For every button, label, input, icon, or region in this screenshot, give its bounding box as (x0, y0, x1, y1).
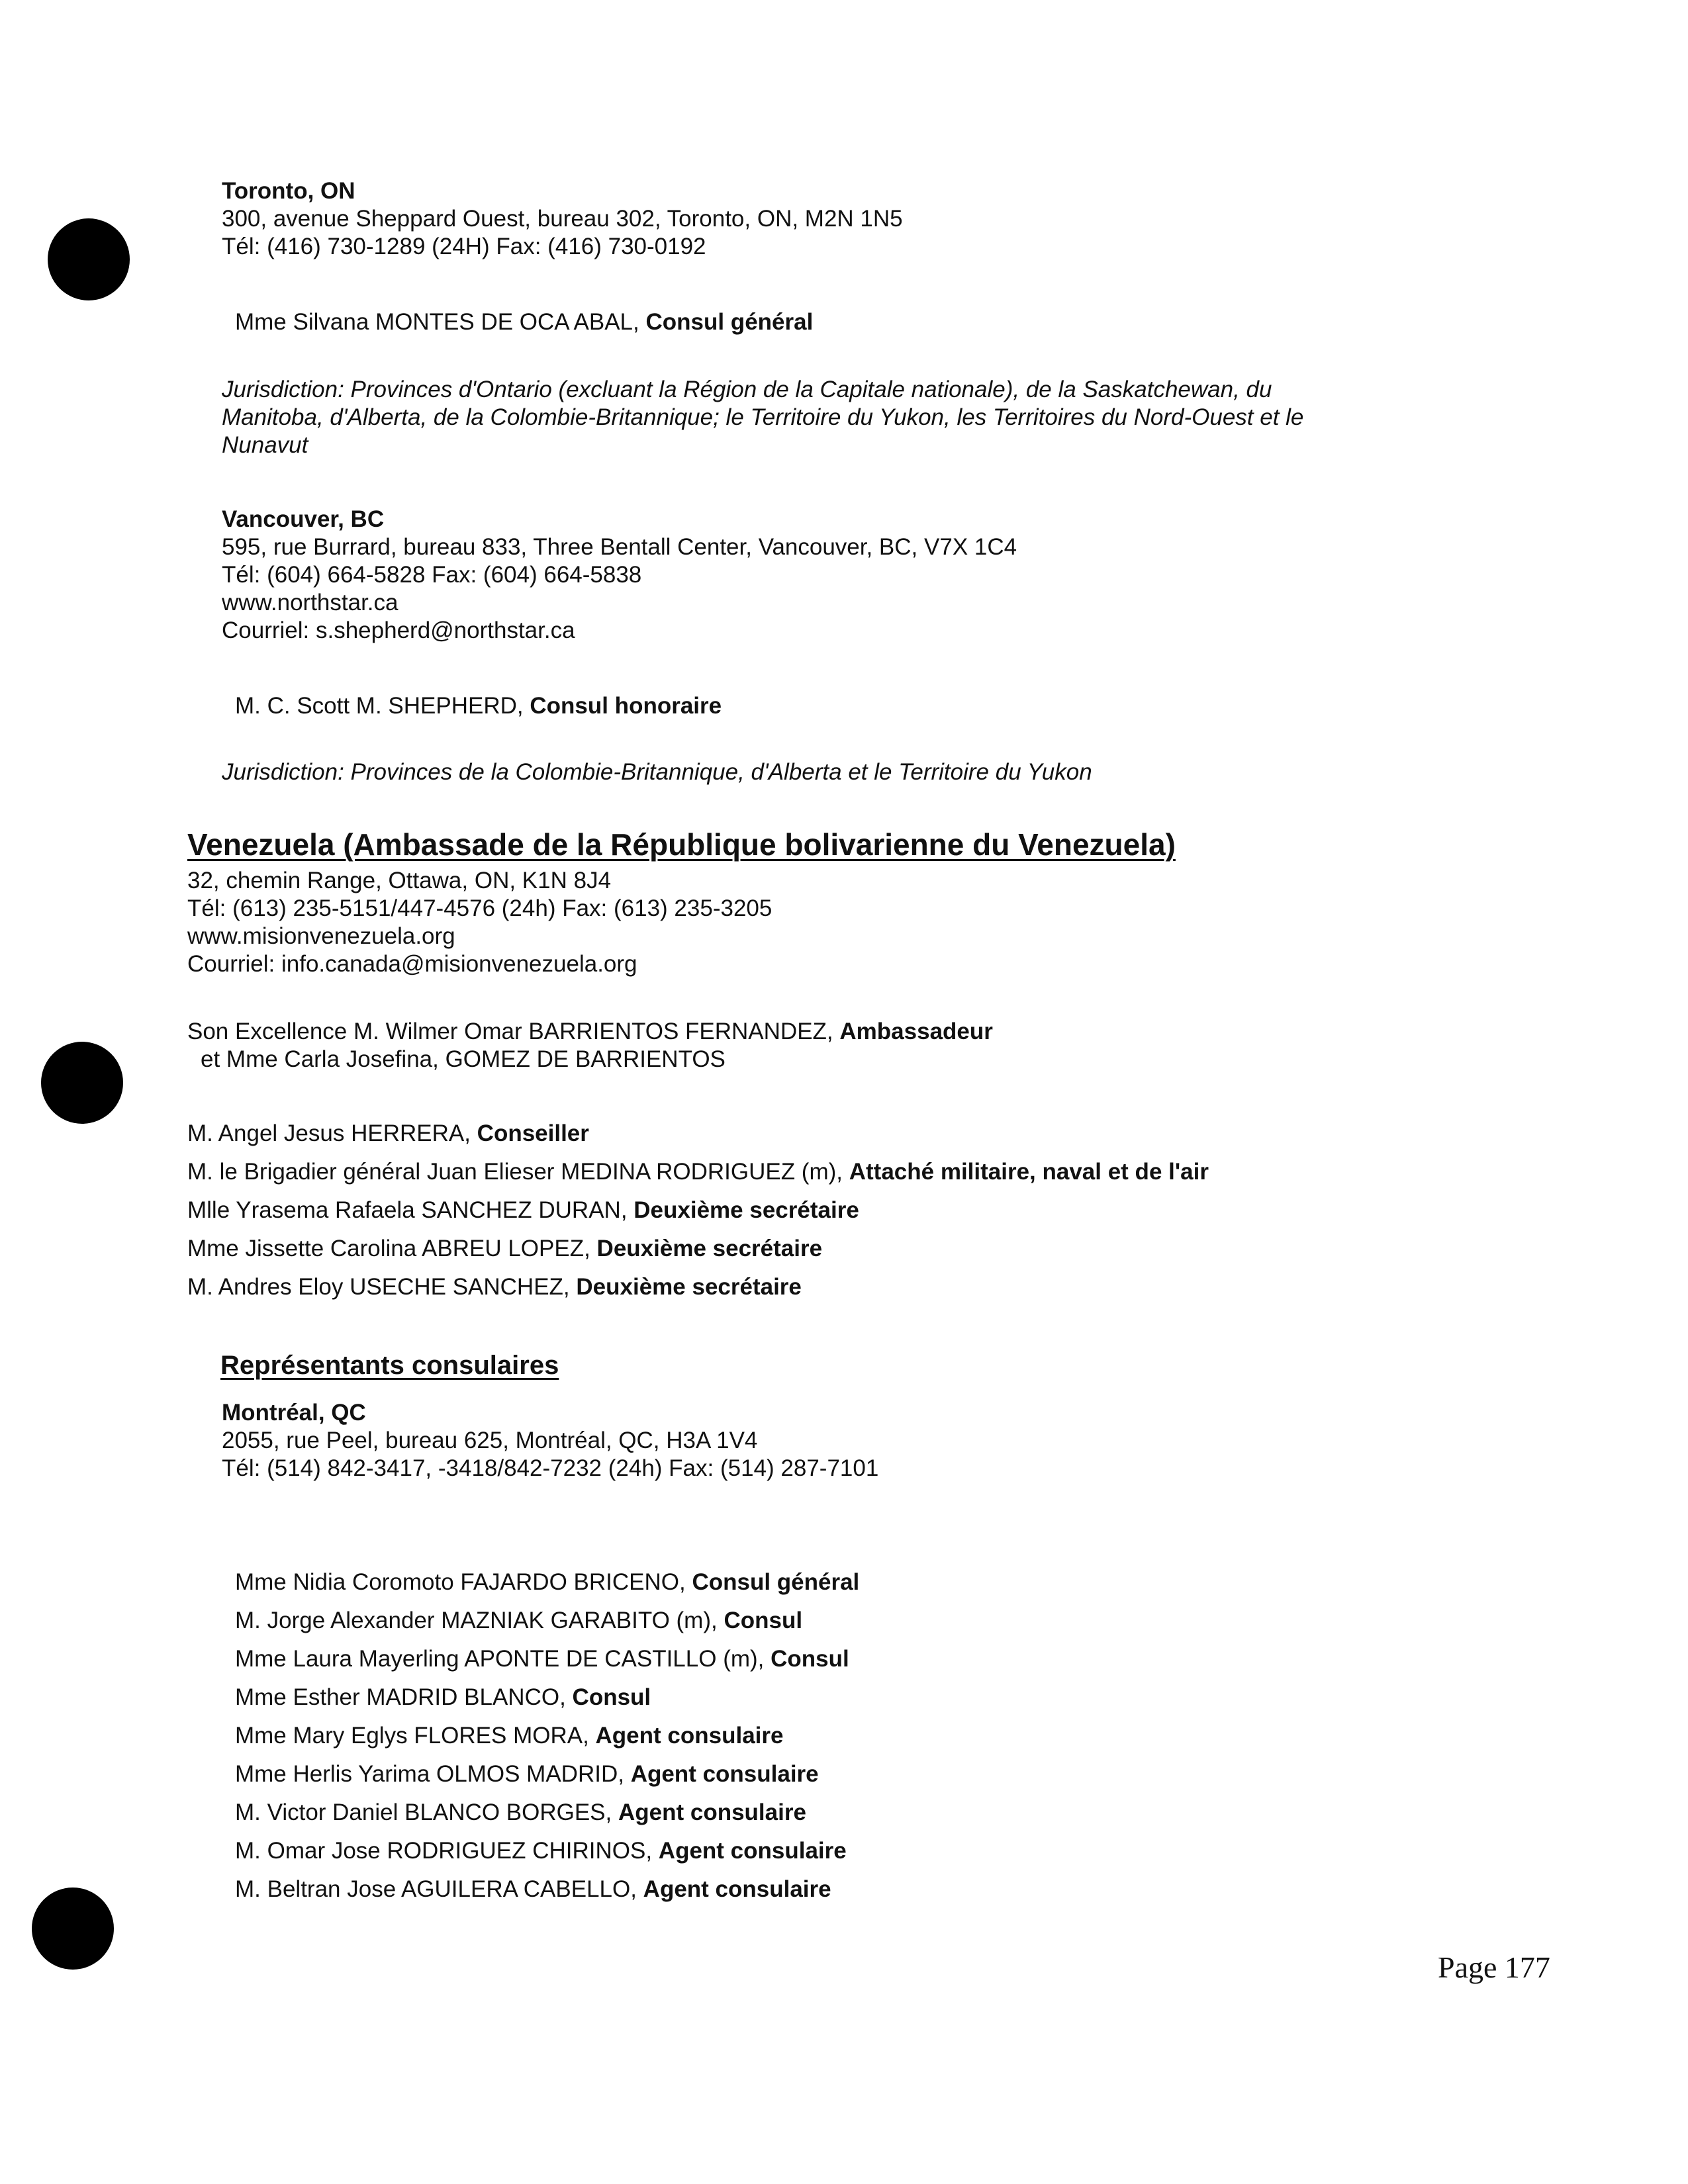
list-item (187, 1235, 822, 1263)
person-name: Son Excellence M. Wilmer Omar BARRIENTOS FERNANDEZ, (187, 1019, 833, 1044)
toronto-phone: Tél: (416) 730-1289 (24H) Fax: (416) 730-0192 (222, 234, 706, 259)
list-item (187, 1273, 802, 1301)
list-item (235, 1684, 651, 1711)
person-title: Deuxième secrétaire (633, 1197, 859, 1223)
person-title: Agent consulaire (618, 1799, 806, 1825)
toronto-jurisdiction-line: Manitoba, d'Alberta, de la Colombie-Britannique; le Territoire du Yukon, les Territoires du Nord-Ouest et le (222, 404, 1304, 430)
ambassador-spouse: et Mme Carla Josefina, GOMEZ DE BARRIENTOS (201, 1046, 726, 1072)
punch-hole (48, 218, 130, 300)
vancouver-email: Courriel: s.shepherd@northstar.ca (222, 617, 575, 643)
person-name: Mme Silvana MONTES DE OCA ABAL, (235, 309, 639, 335)
consulate-city: Montréal, QC (222, 1400, 366, 1426)
person-title: Conseiller (477, 1120, 589, 1146)
person-title: Consul honoraire (530, 693, 722, 719)
vancouver-consul (235, 692, 722, 720)
person-title: Deuxième secrétaire (576, 1274, 802, 1300)
person-name: M. Beltran Jose AGUILERA CABELLO, (235, 1876, 637, 1902)
person-name: M. Andres Eloy USECHE SANCHEZ, (187, 1274, 570, 1300)
vancouver-jurisdiction: Jurisdiction: Provinces de la Colombie-Britannique, d'Alberta et le Territoire du Yukon (222, 759, 1092, 785)
list-item (235, 1569, 859, 1596)
person-title: Consul général (692, 1569, 860, 1595)
person-name: M. Victor Daniel BLANCO BORGES, (235, 1799, 612, 1825)
person-title: Consul (771, 1646, 849, 1672)
vancouver-address: 595, rue Burrard, bureau 833, Three Bentall Center, Vancouver, BC, V7X 1C4 (222, 534, 1017, 560)
person-title: Attaché militaire, naval et de l'air (849, 1159, 1209, 1185)
person-title: Consul (572, 1684, 651, 1710)
embassy-website: www.misionvenezuela.org (187, 923, 455, 949)
consulate-address: 2055, rue Peel, bureau 625, Montréal, QC, H3A 1V4 (222, 1428, 758, 1453)
person-title: Agent consulaire (595, 1723, 784, 1749)
list-item (187, 1158, 1209, 1186)
punch-hole (41, 1042, 123, 1124)
list-item (235, 1837, 847, 1865)
person-title: Agent consulaire (643, 1876, 831, 1902)
person-name: Mme Laura Mayerling APONTE DE CASTILLO (m), (235, 1646, 765, 1672)
embassy-phone: Tél: (613) 235-5151/447-4576 (24h) Fax: (613) 235-3205 (187, 895, 773, 921)
list-item (235, 1760, 819, 1788)
consulate-phone: Tél: (514) 842-3417, -3418/842-7232 (24h) Fax: (514) 287-7101 (222, 1455, 879, 1481)
list-item (187, 1197, 859, 1224)
person-name: Mme Mary Eglys FLORES MORA, (235, 1723, 589, 1749)
person-name: M. Angel Jesus HERRERA, (187, 1120, 471, 1146)
person-title: Deuxième secrétaire (596, 1236, 823, 1261)
page-number: Page 177 (1438, 1950, 1550, 1984)
subsection-heading: Représentants consulaires (220, 1351, 559, 1380)
list-item (235, 1722, 783, 1750)
person-title: Consul (724, 1608, 803, 1633)
ambassador (187, 1018, 993, 1046)
vancouver-city: Vancouver, BC (222, 506, 385, 532)
person-title: Consul général (645, 309, 814, 335)
person-name: Mme Nidia Coromoto FAJARDO BRICENO, (235, 1569, 686, 1595)
person-name: M. Omar Jose RODRIGUEZ CHIRINOS, (235, 1838, 653, 1864)
toronto-city: Toronto, ON (222, 178, 355, 204)
person-title: Ambassadeur (839, 1019, 993, 1044)
toronto-jurisdiction-line: Nunavut (222, 432, 308, 458)
person-name: M. le Brigadier général Juan Elieser MEDINA RODRIGUEZ (m), (187, 1159, 843, 1185)
toronto-address: 300, avenue Sheppard Ouest, bureau 302, Toronto, ON, M2N 1N5 (222, 206, 903, 232)
vancouver-website: www.northstar.ca (222, 590, 399, 615)
embassy-address: 32, chemin Range, Ottawa, ON, K1N 8J4 (187, 868, 612, 893)
list-item (235, 1876, 831, 1903)
list-item (235, 1607, 802, 1635)
toronto-jurisdiction-line: Jurisdiction: Provinces d'Ontario (excluant la Région de la Capitale nationale), de la Saskatchewan, du (222, 377, 1272, 402)
embassy-email: Courriel: info.canada@misionvenezuela.org (187, 951, 637, 977)
list-item (235, 1799, 806, 1827)
section-heading: Venezuela (Ambassade de la République bolivarienne du Venezuela) (187, 827, 1176, 862)
person-title: Agent consulaire (630, 1761, 819, 1787)
person-name: M. Jorge Alexander MAZNIAK GARABITO (m), (235, 1608, 718, 1633)
person-name: Mme Herlis Yarima OLMOS MADRID, (235, 1761, 624, 1787)
vancouver-phone: Tél: (604) 664-5828 Fax: (604) 664-5838 (222, 562, 642, 588)
list-item (187, 1120, 589, 1148)
person-name: Mme Esther MADRID BLANCO, (235, 1684, 566, 1710)
person-title: Agent consulaire (658, 1838, 847, 1864)
person-name: Mlle Yrasema Rafaela SANCHEZ DURAN, (187, 1197, 628, 1223)
toronto-consul (235, 308, 813, 336)
list-item (235, 1645, 849, 1673)
person-name: M. C. Scott M. SHEPHERD, (235, 693, 524, 719)
punch-hole (32, 1888, 114, 1970)
person-name: Mme Jissette Carolina ABREU LOPEZ, (187, 1236, 590, 1261)
